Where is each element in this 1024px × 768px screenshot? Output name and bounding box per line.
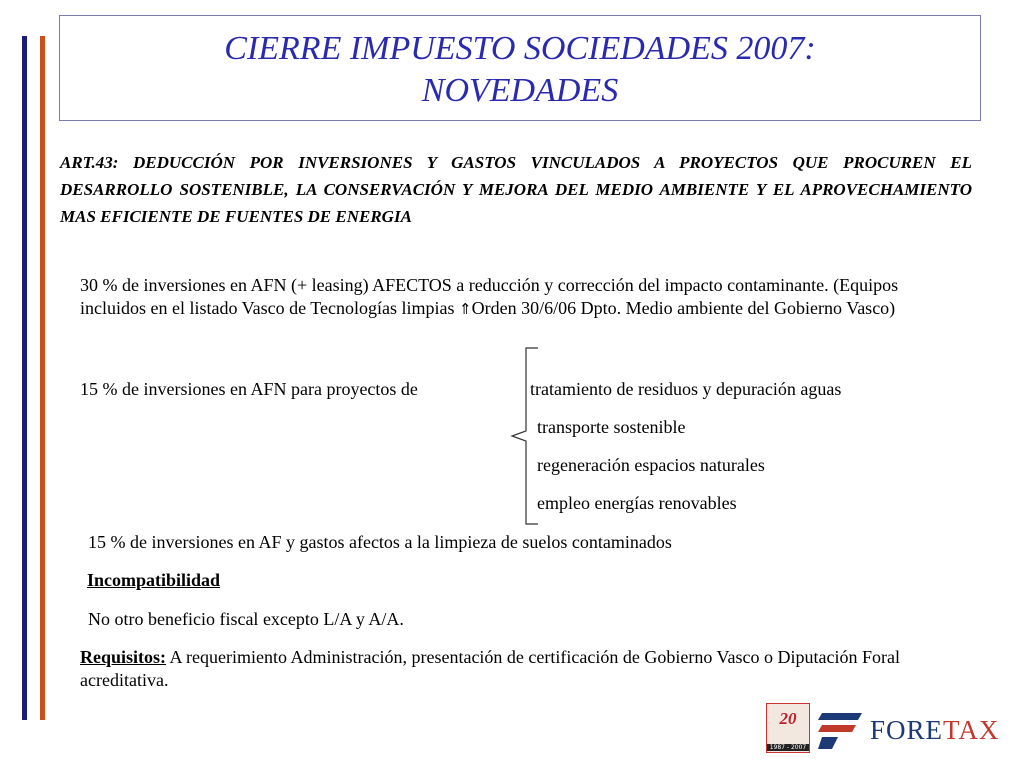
- brace-icon: [510, 347, 540, 525]
- requirements-paragraph: [80, 646, 990, 692]
- anniversary-seal: [766, 703, 810, 753]
- paragraph-30-percent: [80, 274, 960, 321]
- brand-part-1: FORE: [870, 715, 944, 745]
- requirements-text: A requerimiento Administración, presentación de certificación de Gobierno Vasco o Diputación Foral acreditativa.: [80, 647, 900, 690]
- left-accent-bar-blue: [22, 36, 27, 720]
- foretax-logo: [766, 703, 1006, 755]
- incompatibility-text: No otro beneficio fiscal excepto L/A y A/A.: [88, 609, 404, 629]
- brand-part-2: TAX: [943, 715, 1000, 745]
- incompatibility-heading: Incompatibilidad: [87, 570, 221, 590]
- title-box: [59, 15, 981, 121]
- paragraph-soil-cleanup: 15 % de inversiones en AF y gastos afectos a la limpieza de suelos contaminados: [88, 532, 672, 552]
- article-heading: ART.43: DEDUCCIÓN POR INVERSIONES Y GASTOS VINCULADOS A PROYECTOS QUE PROCUREN EL DESARROLLO SOSTENIBLE, LA CONSERVACIÓN Y MEJORA DEL MEDIO AMBIENTE Y EL APROVECHAMIENTO MAS EFICIENTE DE FUENTES DE ENERGIA: [60, 153, 972, 226]
- option-item: empleo energías renovables: [537, 493, 737, 513]
- double-arrow-icon: ⇑: [459, 300, 472, 318]
- seal-years: 1987 - 2007: [767, 744, 809, 751]
- requirements-label: Requisitos:: [80, 647, 167, 667]
- paragraph-30-text: 30 % de inversiones en AFN (+ leasing) AFECTOS a reducción y corrección del impacto contaminante. (Equipos incluidos en el listado Vasco de Tecnologías limpias: [80, 275, 899, 318]
- option-item: tratamiento de residuos y depuración aguas: [530, 379, 842, 399]
- title-line-1: CIERRE IMPUESTO SOCIEDADES 2007:: [224, 30, 816, 67]
- option-item: regeneración espacios naturales: [537, 455, 765, 475]
- left-accent-bar-orange: [40, 36, 45, 720]
- option-item: transporte sostenible: [537, 417, 686, 437]
- paragraph-15-percent-lead: 15 % de inversiones en AFN para proyectos de: [80, 379, 418, 399]
- seal-number: 20: [779, 709, 797, 728]
- slide-title: [60, 16, 980, 112]
- title-line-2: NOVEDADES: [421, 72, 619, 109]
- brand-wordmark: [870, 715, 999, 746]
- paragraph-30-text-2: Orden 30/6/06 Dpto. Medio ambiente del Gobierno Vasco): [471, 298, 896, 318]
- foretax-mark-icon: [816, 709, 864, 751]
